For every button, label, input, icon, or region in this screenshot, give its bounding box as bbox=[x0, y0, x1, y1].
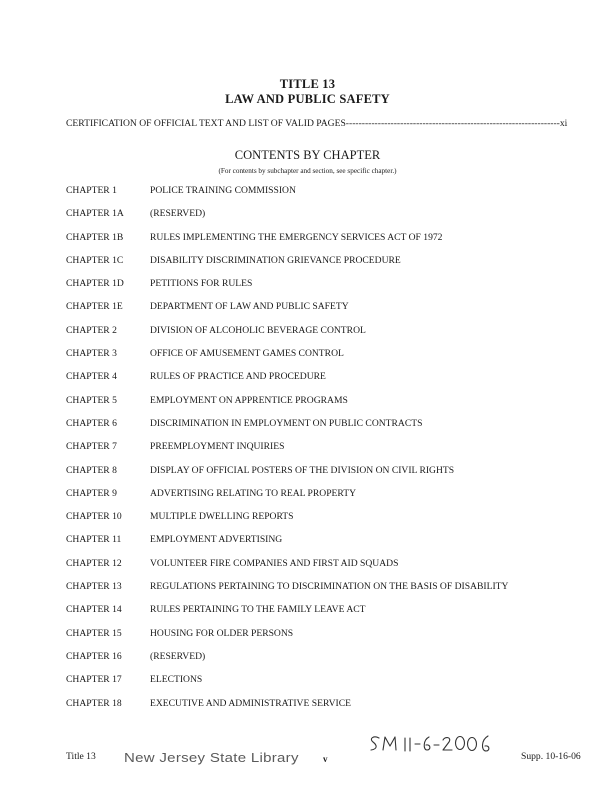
chapter-title: MULTIPLE DWELLING REPORTS bbox=[150, 511, 294, 523]
chapter-title: (RESERVED) bbox=[150, 650, 206, 662]
chapter-row bbox=[66, 645, 586, 668]
chapter-number: CHAPTER 12 bbox=[66, 557, 122, 569]
chapter-number: CHAPTER 7 bbox=[66, 441, 117, 453]
certification-line: CERTIFICATION OF OFFICIAL TEXT AND LIST OF VALID PAGES-------------------------------------------------------------------xi bbox=[66, 118, 568, 129]
chapter-title: ELECTIONS bbox=[150, 674, 203, 686]
chapter-row bbox=[66, 622, 586, 645]
chapter-row bbox=[66, 528, 586, 551]
chapter-title: ADVERTISING RELATING TO REAL PROPERTY bbox=[150, 487, 357, 499]
chapter-number: CHAPTER 1A bbox=[66, 208, 124, 220]
chapter-title: OFFICE OF AMUSEMENT GAMES CONTROL bbox=[150, 348, 344, 360]
chapter-number: CHAPTER 11 bbox=[66, 534, 122, 546]
chapter-row bbox=[66, 668, 586, 691]
chapter-row bbox=[66, 412, 586, 435]
chapter-number: CHAPTER 13 bbox=[66, 581, 122, 593]
chapter-number: CHAPTER 1C bbox=[66, 254, 124, 266]
chapter-number: CHAPTER 4 bbox=[66, 371, 117, 383]
chapter-row bbox=[66, 459, 586, 482]
chapter-row bbox=[66, 598, 586, 621]
chapter-row bbox=[66, 319, 586, 342]
chapter-row bbox=[66, 505, 586, 528]
chapter-number: CHAPTER 1 bbox=[66, 185, 117, 196]
chapter-number: CHAPTER 16 bbox=[66, 650, 122, 662]
library-stamp: New Jersey State Library bbox=[124, 751, 299, 766]
chapter-title: HOUSING FOR OLDER PERSONS bbox=[150, 627, 294, 639]
chapter-row bbox=[66, 365, 586, 388]
chapter-number: CHAPTER 1B bbox=[66, 231, 124, 243]
footer-title: Title 13 bbox=[66, 751, 96, 762]
chapter-title: DISABILITY DISCRIMINATION GRIEVANCE PROCEDURE bbox=[150, 254, 401, 266]
chapter-number: CHAPTER 10 bbox=[66, 511, 122, 523]
chapter-title: DIVISION OF ALCOHOLIC BEVERAGE CONTROL bbox=[150, 324, 366, 336]
chapter-number: CHAPTER 8 bbox=[66, 464, 117, 476]
chapter-number: CHAPTER 1D bbox=[66, 278, 124, 290]
chapter-number: CHAPTER 17 bbox=[66, 674, 122, 686]
chapter-title: RULES OF PRACTICE AND PROCEDURE bbox=[150, 371, 326, 383]
page-number: v bbox=[323, 754, 328, 764]
chapter-title: VOLUNTEER FIRE COMPANIES AND FIRST AID SQUADS bbox=[150, 557, 399, 569]
chapter-number: CHAPTER 3 bbox=[66, 348, 117, 360]
title-number: TITLE 13 bbox=[279, 77, 336, 91]
chapter-title: EMPLOYMENT ADVERTISING bbox=[150, 534, 283, 546]
chapter-row bbox=[66, 179, 586, 202]
chapter-title: (RESERVED) bbox=[150, 208, 206, 220]
chapter-title: EMPLOYMENT ON APPRENTICE PROGRAMS bbox=[150, 394, 348, 406]
chapter-title: PREEMPLOYMENT INQUIRIES bbox=[150, 441, 285, 453]
chapter-title: RULES IMPLEMENTING THE EMERGENCY SERVICES ACT OF 1972 bbox=[150, 231, 443, 243]
chapter-list bbox=[66, 179, 586, 715]
chapter-row bbox=[66, 342, 586, 365]
chapter-number: CHAPTER 5 bbox=[66, 394, 117, 406]
supplement-date: Supp. 10-16-06 bbox=[521, 751, 581, 762]
chapter-row bbox=[66, 202, 586, 225]
chapter-title: EXECUTIVE AND ADMINISTRATIVE SERVICE bbox=[150, 697, 351, 709]
chapter-title: POLICE TRAINING COMMISSION bbox=[150, 185, 296, 196]
chapter-title: REGULATIONS PERTAINING TO DISCRIMINATION ON THE BASIS OF DISABILITY bbox=[150, 581, 509, 593]
handwritten-annotation bbox=[365, 728, 505, 760]
chapter-number: CHAPTER 18 bbox=[66, 697, 122, 709]
chapter-row bbox=[66, 552, 586, 575]
chapter-row bbox=[66, 295, 586, 318]
chapter-row bbox=[66, 389, 586, 412]
chapter-number: CHAPTER 1E bbox=[66, 301, 123, 313]
chapter-title: DISCRIMINATION IN EMPLOYMENT ON PUBLIC CONTRACTS bbox=[150, 417, 423, 429]
chapter-number: CHAPTER 15 bbox=[66, 627, 122, 639]
chapter-row bbox=[66, 575, 586, 598]
chapter-number: CHAPTER 2 bbox=[66, 324, 117, 336]
chapter-title: PETITIONS FOR RULES bbox=[150, 278, 253, 290]
chapter-number: CHAPTER 6 bbox=[66, 417, 117, 429]
chapter-row bbox=[66, 249, 586, 272]
chapter-number: CHAPTER 14 bbox=[66, 604, 122, 616]
contents-heading: CONTENTS BY CHAPTER bbox=[234, 148, 381, 162]
chapter-number: CHAPTER 9 bbox=[66, 487, 117, 499]
chapter-title: DEPARTMENT OF LAW AND PUBLIC SAFETY bbox=[150, 301, 349, 313]
title-name: LAW AND PUBLIC SAFETY bbox=[225, 92, 390, 106]
chapter-row bbox=[66, 272, 586, 295]
chapter-row bbox=[66, 226, 586, 249]
chapter-row bbox=[66, 435, 586, 458]
chapter-row bbox=[66, 692, 586, 715]
chapter-title: DISPLAY OF OFFICIAL POSTERS OF THE DIVISION ON CIVIL RIGHTS bbox=[150, 464, 455, 476]
chapter-title: RULES PERTAINING TO THE FAMILY LEAVE ACT bbox=[150, 604, 366, 616]
chapter-row bbox=[66, 482, 586, 505]
contents-note: (For contents by subchapter and section, see specific chapter.) bbox=[218, 167, 397, 175]
